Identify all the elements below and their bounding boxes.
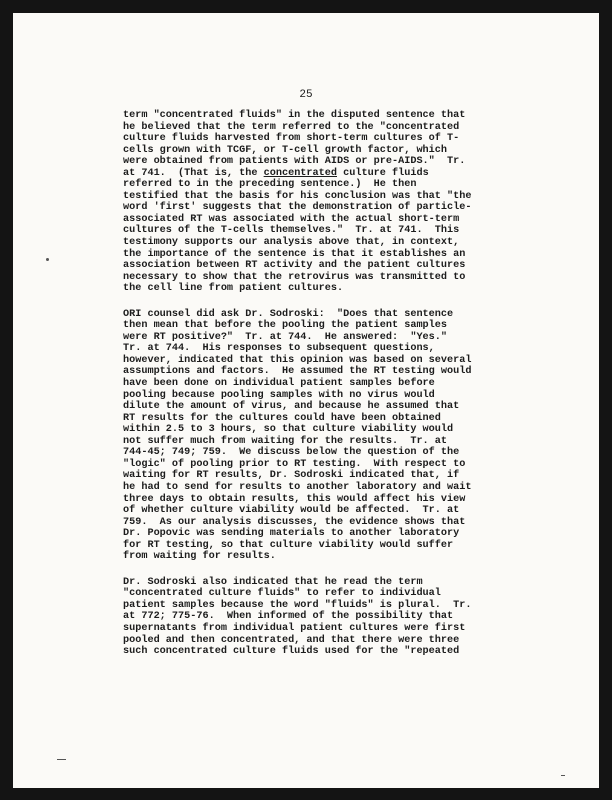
text-line: Tr. at 744. His responses to subsequent questions,: [123, 343, 435, 355]
scan-speck: [57, 759, 66, 760]
text-line: Dr. Sodroski also indicated that he read the term: [123, 576, 423, 588]
document-body: [123, 110, 543, 672]
text-line: pooling because pooling samples with no virus would: [123, 389, 435, 401]
text-line: he had to send for results to another laboratory and wait: [123, 481, 472, 493]
text-line: "concentrated culture fluids" to refer to individual: [123, 588, 441, 600]
text-line: referred to in the preceding sentence.) He then: [123, 179, 417, 191]
text-line: patient samples because the word "fluids" is plural. Tr.: [123, 599, 472, 611]
text-line: not suffer much from waiting for the results. Tr. at: [123, 435, 448, 447]
text-line: pooled and then concentrated, and that there were three: [123, 634, 460, 646]
text-line: three days to obtain results, this would affect his view: [123, 493, 466, 505]
text-line: supernatants from individual patient cultures were first: [123, 622, 466, 634]
text-line: from waiting for results.: [123, 551, 276, 563]
text-line: for RT testing, so that culture viability would suffer: [123, 539, 454, 551]
document-page: [13, 13, 599, 788]
text-line: at 772; 775-76. When informed of the possibility that: [123, 611, 454, 623]
text-line: testified that the basis for his conclusion was that "the: [123, 190, 472, 202]
text-line: the cell line from patient cultures.: [123, 283, 344, 295]
text-line: assumptions and factors. He assumed the RT testing would: [123, 366, 472, 378]
text-line: associated RT was associated with the actual short-term: [123, 213, 460, 225]
paragraph: [123, 577, 543, 658]
text-line: Dr. Popovic was sending materials to another laboratory: [123, 528, 460, 540]
text-line: necessary to show that the retrovirus was transmitted to: [123, 271, 466, 283]
text-line: however, indicated that this opinion was based on several: [123, 354, 472, 366]
text-line: "logic" of pooling prior to RT testing. With respect to: [123, 458, 466, 470]
scan-speck: [561, 775, 565, 776]
text-line: within 2.5 to 3 hours, so that culture viability would: [123, 424, 454, 436]
text-line: cells grown with TCGF, or T-cell growth factor, which: [123, 144, 448, 156]
paragraph: [123, 110, 543, 295]
text-line: were obtained from patients with AIDS or pre-AIDS." Tr.: [123, 156, 466, 168]
text-line: then mean that before the pooling the patient samples: [123, 320, 448, 332]
text-line: word 'first' suggests that the demonstration of particle-: [123, 202, 472, 214]
text-line: association between RT activity and the patient cultures: [123, 260, 466, 272]
text-line: testimony supports our analysis above that, in context,: [123, 237, 460, 249]
text-line: cultures of the T-cells themselves." Tr. at 741. This: [123, 225, 460, 237]
scan-speck: [46, 258, 49, 261]
underlined-word: concentrated: [263, 167, 337, 179]
text-line: culture fluids harvested from short-term cultures of T-: [123, 133, 460, 145]
text-line: waiting for RT results, Dr. Sodroski indicated that, if: [123, 470, 460, 482]
text-line: were RT positive?" Tr. at 744. He answered: "Yes.": [123, 331, 448, 343]
text-line: at 741. (That is, the concentrated culture fluids: [123, 167, 429, 179]
paragraph: [123, 309, 543, 563]
text-line: 744-45; 749; 759. We discuss below the question of the: [123, 447, 460, 459]
text-line: ORI counsel did ask Dr. Sodroski: "Does that sentence: [123, 308, 454, 320]
text-line: dilute the amount of virus, and because he assumed that: [123, 401, 460, 413]
text-line: the importance of the sentence is that it establishes an: [123, 248, 466, 260]
text-line: of whether culture viability would be affected. Tr. at: [123, 505, 460, 517]
text-line: term "concentrated fluids" in the disputed sentence that: [123, 110, 466, 121]
text-line: RT results for the cultures could have been obtained: [123, 412, 441, 424]
text-line: 759. As our analysis discusses, the evidence shows that: [123, 516, 466, 528]
text-line: he believed that the term referred to the "concentrated: [123, 121, 460, 133]
page-number: 25: [299, 89, 313, 101]
text-line: have been done on individual patient samples before: [123, 378, 435, 390]
text-line: such concentrated culture fluids used for the "repeated: [123, 646, 460, 658]
